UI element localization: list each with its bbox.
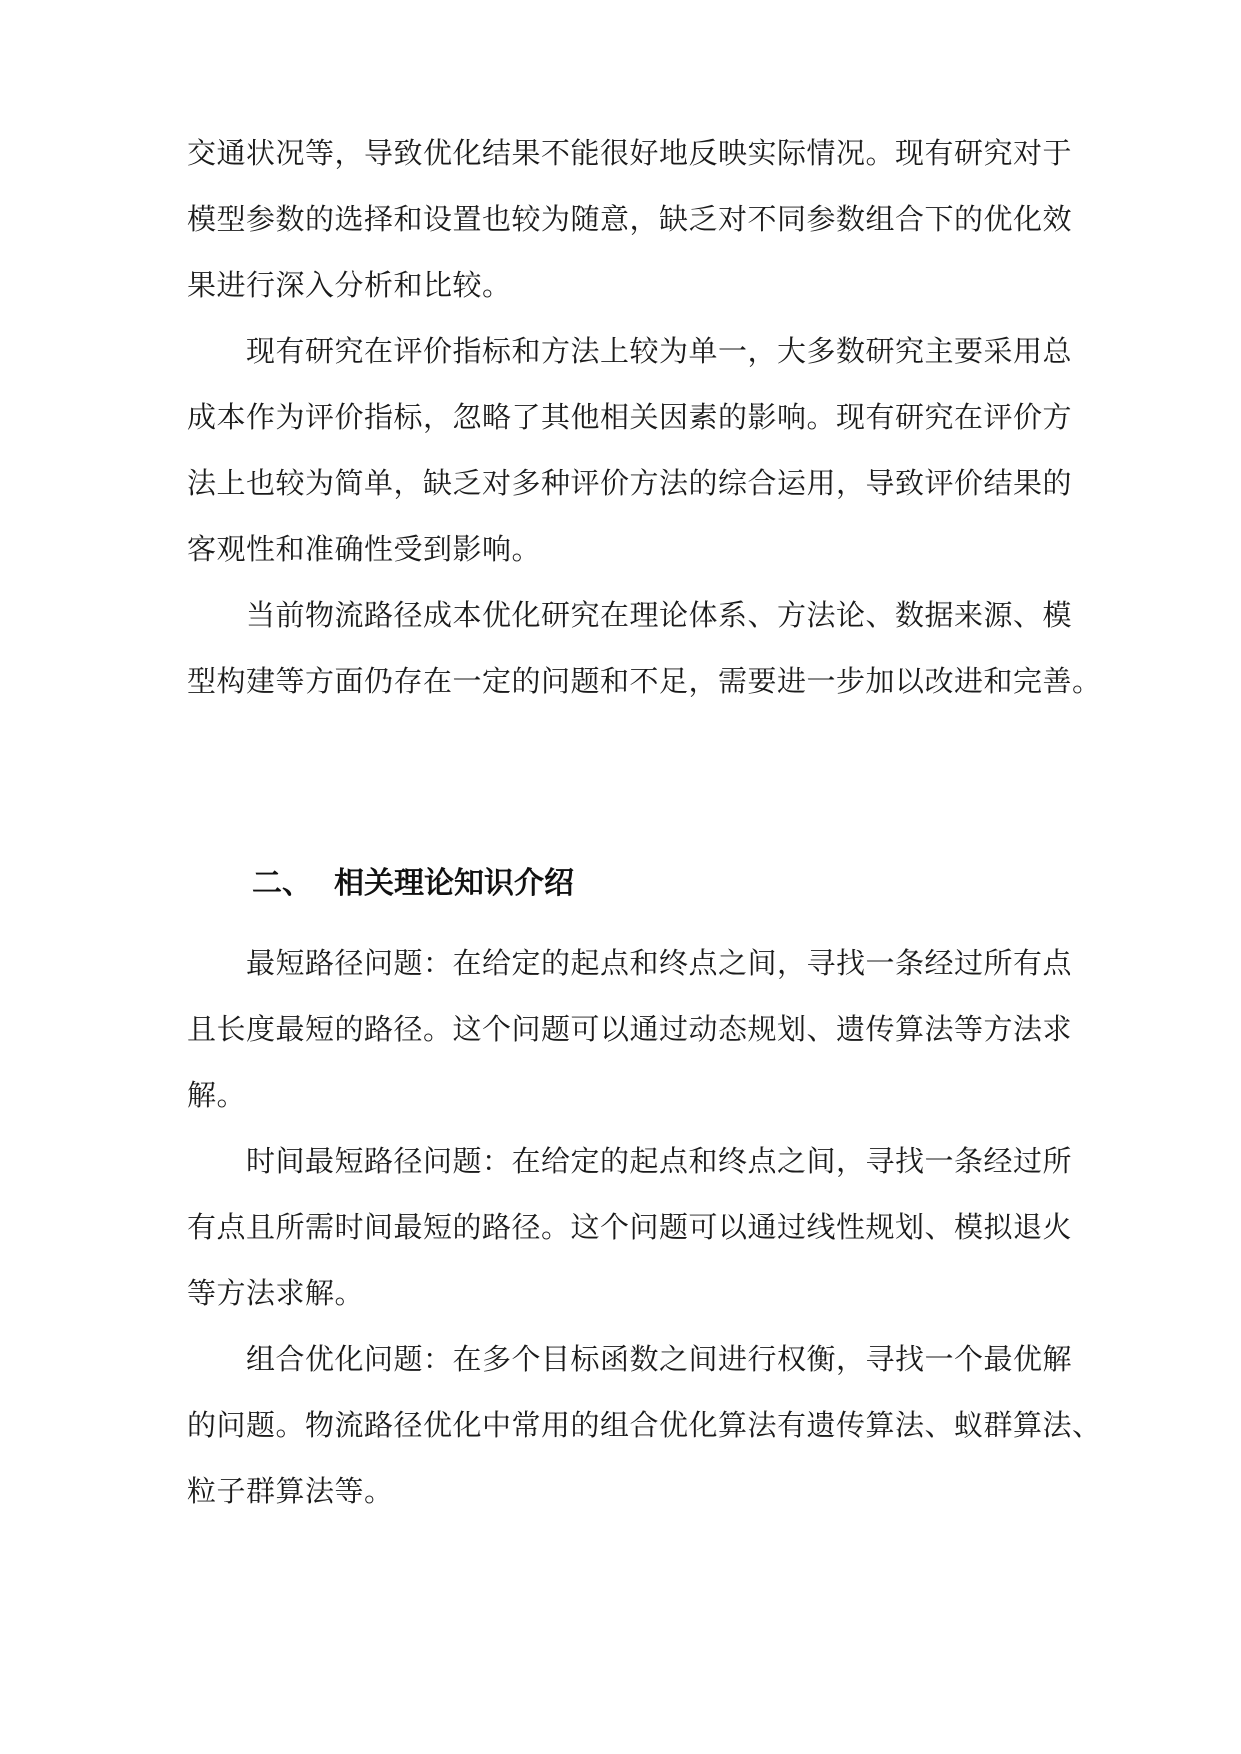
paragraph-line: 粒子群算法等。 [187, 1474, 394, 1508]
section-number: 二、 [252, 866, 312, 901]
paragraph-line: 有点且所需时间最短的路径。这个问题可以通过线性规划、模拟退火 [187, 1210, 1073, 1244]
section-heading [252, 856, 574, 912]
paragraph-line: 交通状况等，导致优化结果不能很好地反映实际情况。现有研究对于 [187, 136, 1073, 170]
paragraph-line: 最短路径问题：在给定的起点和终点之间，寻找一条经过所有点 [246, 946, 1073, 980]
paragraph-line: 当前物流路径成本优化研究在理论体系、方法论、数据来源、模 [246, 598, 1073, 632]
section-title: 相关理论知识介绍 [334, 866, 574, 901]
paragraph-line: 的问题。物流路径优化中常用的组合优化算法有遗传算法、蚁群算法、 [187, 1408, 1102, 1442]
paragraph-line: 客观性和准确性受到影响。 [187, 532, 542, 566]
paragraph-line: 现有研究在评价指标和方法上较为单一，大多数研究主要采用总 [246, 334, 1073, 368]
paragraph-line: 果进行深入分析和比较。 [187, 268, 512, 302]
paragraph-line: 成本作为评价指标，忽略了其他相关因素的影响。现有研究在评价方 [187, 400, 1073, 434]
paragraph-line: 时间最短路径问题：在给定的起点和终点之间，寻找一条经过所 [246, 1144, 1073, 1178]
paragraph-line: 解。 [187, 1078, 247, 1112]
paragraph-line: 组合优化问题：在多个目标函数之间进行权衡，寻找一个最优解 [246, 1342, 1073, 1376]
paragraph-line: 法上也较为简单，缺乏对多种评价方法的综合运用，导致评价结果的 [187, 466, 1073, 500]
paragraph-line: 等方法求解。 [187, 1276, 365, 1310]
paragraph-line: 模型参数的选择和设置也较为随意，缺乏对不同参数组合下的优化效 [187, 202, 1073, 236]
paragraph-line: 型构建等方面仍存在一定的问题和不足，需要进一步加以改进和完善。 [187, 664, 1102, 698]
paragraph-line: 且长度最短的路径。这个问题可以通过动态规划、遗传算法等方法求 [187, 1012, 1073, 1046]
